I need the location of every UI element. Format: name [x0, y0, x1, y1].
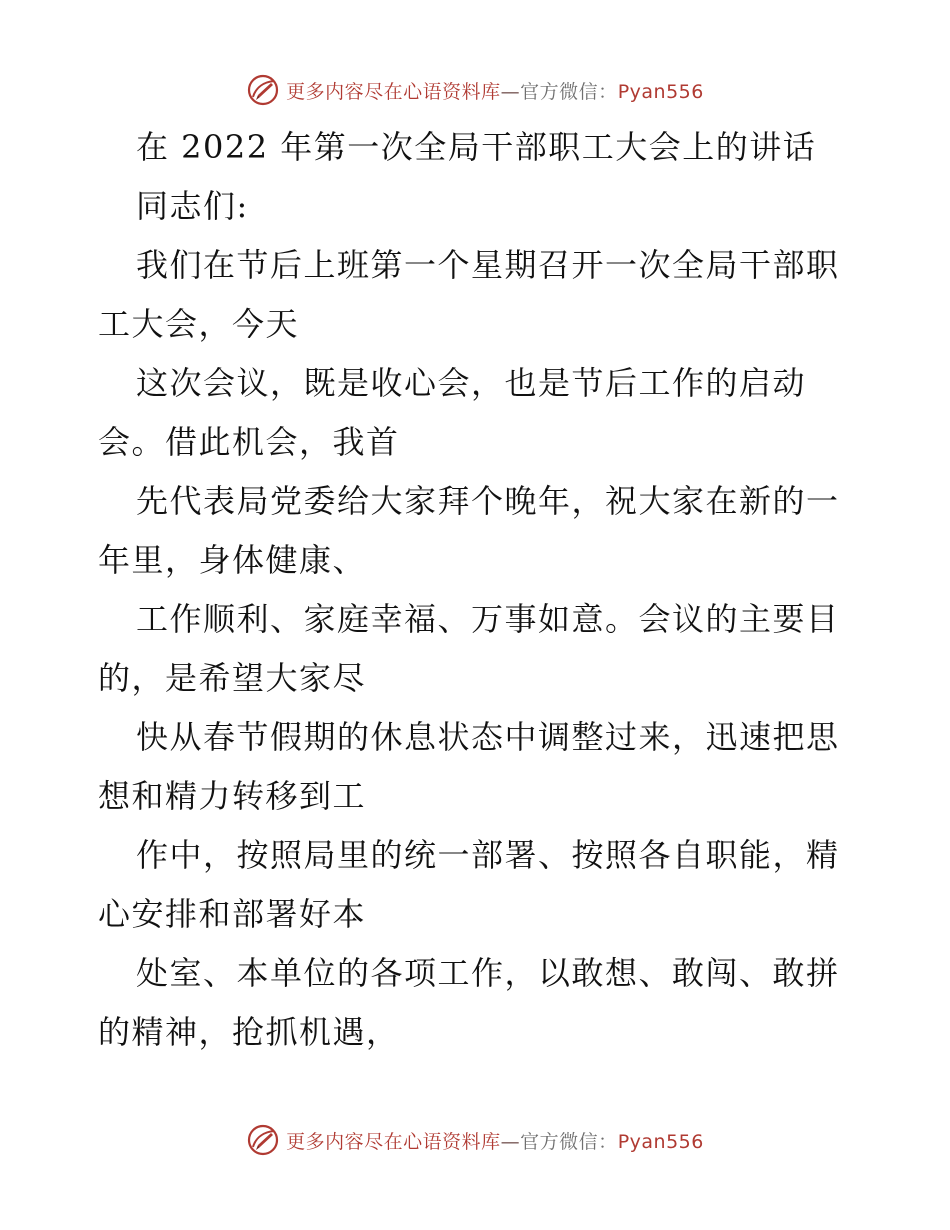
header-brand: 更多内容尽在心语资料库: [286, 80, 501, 103]
header-banner: [0, 70, 950, 110]
paragraph-line: 的精神，抢抓机遇，: [98, 1013, 400, 1051]
pen-logo-icon: [246, 1123, 280, 1157]
paragraph-line: 快从春节假期的休息状态中调整过来，迅速把思: [136, 718, 840, 756]
paragraph-line: 工作顺利、家庭幸福、万事如意。会议的主要目: [136, 600, 840, 638]
paragraph-line: 心安排和部署好本: [98, 895, 367, 933]
paragraph-line: 作中，按照局里的统一部署、按照各自职能，精: [136, 836, 840, 874]
footer-dash: —: [500, 1130, 521, 1153]
paragraph-line: 这次会议，既是收心会，也是节后工作的启动: [136, 364, 807, 402]
paragraph-line: 的，是希望大家尽: [98, 659, 367, 697]
footer-wechat-label: 官方微信：: [520, 1130, 618, 1153]
paragraph-line: 我们在节后上班第一个星期召开一次全局干部职: [136, 246, 840, 284]
document-title: 在 2022 年第一次全局干部职工大会上的讲话: [136, 128, 817, 166]
paragraph-line: 先代表局党委给大家拜个晚年，祝大家在新的一: [136, 482, 840, 520]
header-wechat-id: Pyan556: [617, 80, 704, 103]
paragraph-line: 想和精力转移到工: [98, 777, 367, 815]
document-body: [98, 118, 858, 1062]
footer-brand: 更多内容尽在心语资料库: [286, 1130, 501, 1153]
paragraph-line: 处室、本单位的各项工作，以敢想、敢闯、敢拼: [136, 954, 840, 992]
salutation: 同志们:: [136, 187, 249, 225]
footer-banner: [0, 1120, 950, 1160]
pen-logo-icon: [246, 73, 280, 107]
paragraph-line: 工大会，今天: [98, 305, 300, 343]
footer-wechat-id: Pyan556: [617, 1130, 704, 1153]
header-wechat-label: 官方微信：: [520, 80, 618, 103]
paragraph-line: 年里，身体健康、: [98, 541, 367, 579]
header-dash: —: [500, 80, 521, 103]
paragraph-line: 会。借此机会，我首: [98, 423, 400, 461]
